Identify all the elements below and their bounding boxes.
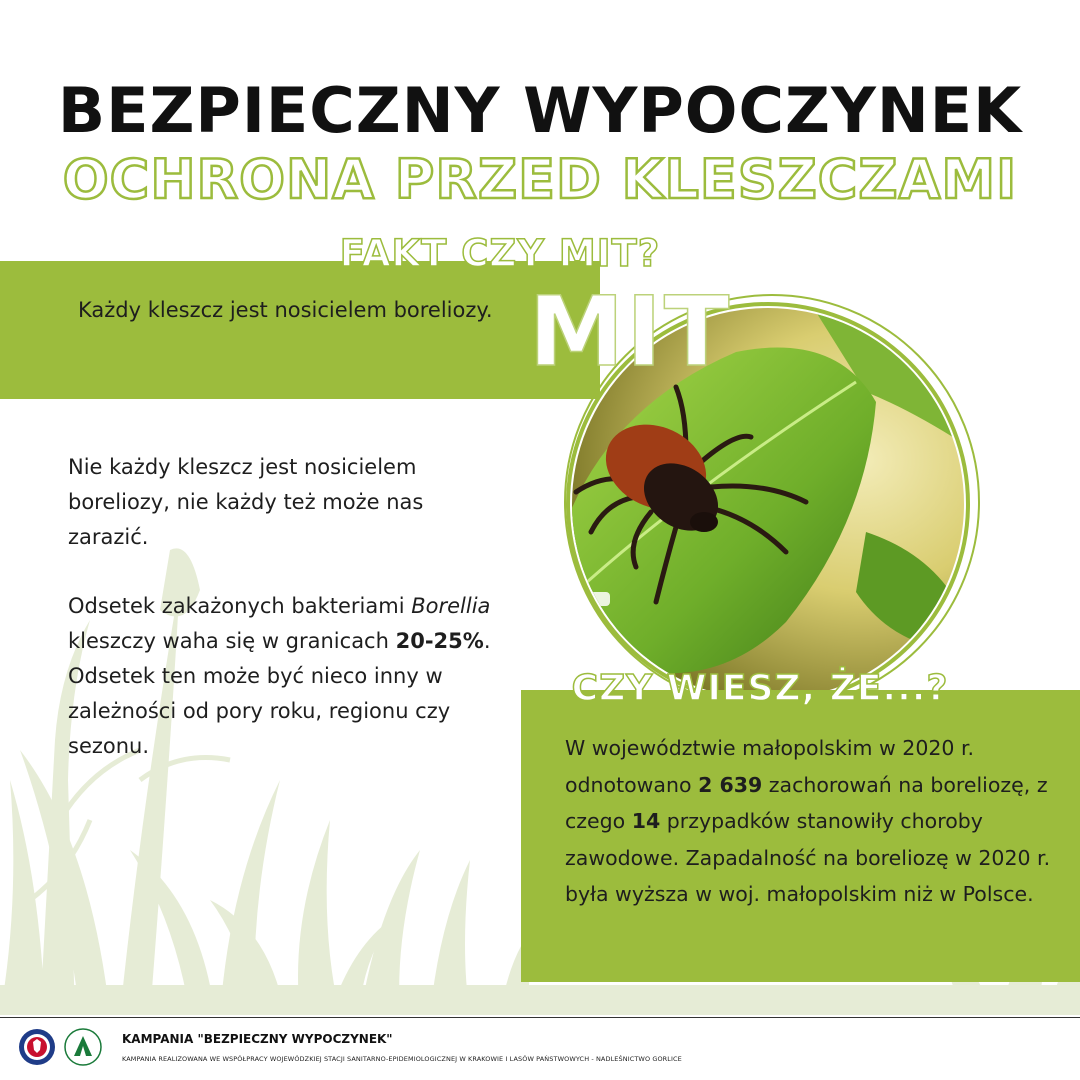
fact-text: zachorowań na boreliozę, z czego [565,772,1048,833]
footer-title: KAMPANIA "BEZPIECZNY WYPOCZYNEK" [122,1032,393,1046]
claim-band [0,261,600,399]
explanation-text: Odsetek zakażonych bakteriami [68,594,412,618]
occupational-count: 14 [631,809,661,833]
lasy-panstwowe-logo-icon [64,1028,102,1066]
explanation-text: kleszczy waha się w granicach [68,629,396,653]
case-count: 2 639 [698,772,763,797]
explanation-text: . Odsetek ten może być nieco inny w zależności od pory roku, regionu czy sezonu. [68,629,491,758]
claim-text: Każdy kleszcz jest nosicielem boreliozy. [78,298,493,322]
explanation-paragraph-2 [68,589,508,764]
footer-subtitle: KAMPANIA REALIZOWANA WE WSPÓŁPRACY WOJEWÓDZKIEJ STACJI SANITARNO-EPIDEMIOLOGICZNEJ W KRAKOWIE I LASÓW PAŃSTWOWYCH - NADLEŚNICTWO GORLICE [122,1055,682,1063]
fact-text: przypadków stanowiły choroby zawodowe. Zapadalność na boreliozę w 2020 r. była wyższa w woj. małopolskim niż w Polsce. [565,809,1051,906]
did-you-know-text [565,730,1065,913]
infection-rate: 20-25% [395,629,484,653]
verdict-label: MIT [528,276,732,388]
bacteria-name: Borellia [411,594,491,618]
did-you-know-label: CZY WIESZ, ŻE...? [571,668,949,709]
page-subtitle: OCHRONA PRZED KLESZCZAMI [62,148,1018,211]
fact-or-myth-label: FAKT CZY MIT? [339,232,661,275]
explanation [68,450,508,798]
explanation-paragraph-1: Nie każdy kleszcz jest nosicielem boreliozy, nie każdy też może nas zarazić. [68,455,424,549]
sanepid-logo-icon [18,1028,56,1066]
fact-text: W województwie małopolskim w 2020 r. odnotowano [565,736,975,797]
page-title: BEZPIECZNY WYPOCZYNEK [57,74,1023,147]
footer-divider [0,1017,1080,1018]
